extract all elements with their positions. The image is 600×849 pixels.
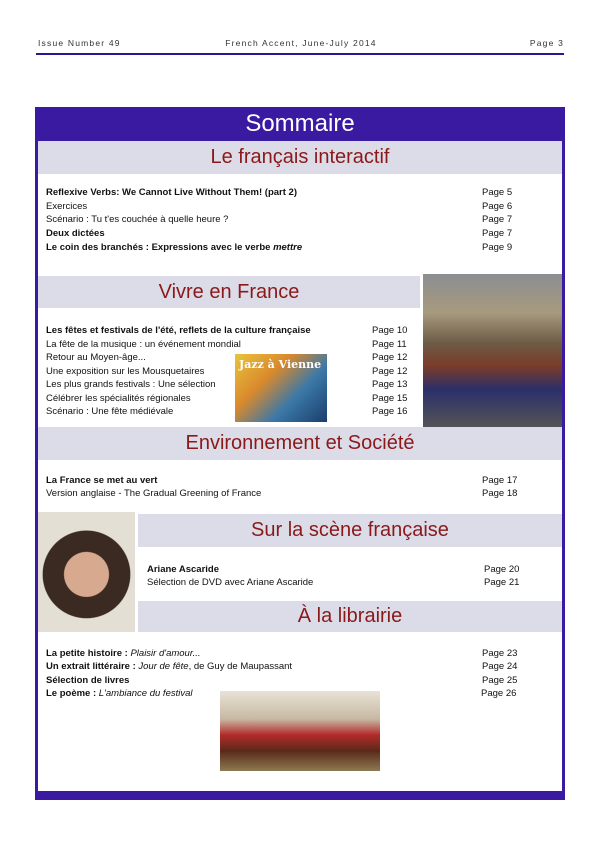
header-rule xyxy=(36,53,564,55)
page-ref: Page 16 xyxy=(372,406,408,417)
page-ref: Page 20 xyxy=(484,564,520,575)
page-ref: Page 7 xyxy=(482,214,513,225)
list-item: Le poème : L'ambiance du festival xyxy=(46,688,193,699)
list-item: Retour au Moyen-âge... xyxy=(46,352,146,363)
list-item: La fête de la musique : un événement mondial xyxy=(46,339,241,350)
section-heading-librairie: À la librairie xyxy=(138,601,562,632)
section-heading-environnement: Environnement et Société xyxy=(38,427,562,460)
page-ref: Page 26 xyxy=(481,688,517,699)
list-item: Le coin des branchés : Expressions avec le verbe mettre xyxy=(46,242,303,253)
list-item: Une exposition sur les Mousquetaires xyxy=(46,366,205,377)
list-item: La France se met au vert xyxy=(46,475,158,486)
medieval-festival-photo xyxy=(423,274,562,428)
list-item: Célébrer les spécialités régionales xyxy=(46,393,191,404)
contents-body xyxy=(38,141,562,791)
page-ref: Page 12 xyxy=(372,366,408,377)
jazz-poster-image: Jazz à Vienne xyxy=(235,354,327,422)
page-ref: Page 17 xyxy=(482,475,518,486)
section-heading-scene: Sur la scène française xyxy=(138,514,562,547)
contents-frame xyxy=(35,107,565,800)
list-item: La petite histoire : Plaisir d'amour... xyxy=(46,648,201,659)
list-item: Ariane Ascaride xyxy=(147,564,219,575)
page-header xyxy=(38,38,564,52)
page-ref: Page 18 xyxy=(482,488,518,499)
page-ref: Page 6 xyxy=(482,201,513,212)
section-heading-francais: Le français interactif xyxy=(38,141,562,174)
list-item: Sélection de livres xyxy=(46,675,130,686)
section-heading-vivre: Vivre en France xyxy=(38,276,420,308)
page-ref: Page 15 xyxy=(372,393,408,404)
contents-title: Sommaire xyxy=(245,110,355,137)
page-ref: Page 10 xyxy=(372,325,408,336)
list-item: Reflexive Verbs: We Cannot Live Without Them! (part 2) xyxy=(46,187,297,198)
page-ref: Page 5 xyxy=(482,187,513,198)
page-ref: Page 9 xyxy=(482,242,513,253)
list-item: Scénario : Une fête médiévale xyxy=(46,406,174,417)
list-item: Deux dictées xyxy=(46,228,105,239)
page-ref: Page 21 xyxy=(484,577,520,588)
list-item: Version anglaise - The Gradual Greening of France xyxy=(46,488,262,499)
festival-dancers-photo xyxy=(220,691,380,771)
page-ref: Page 24 xyxy=(482,661,518,672)
issue-number: Issue Number 49 xyxy=(38,38,121,48)
page-ref: Page 13 xyxy=(372,379,408,390)
list-item: Un extrait littéraire : Jour de fête, de Guy de Maupassant xyxy=(46,661,293,672)
page-ref: Page 23 xyxy=(482,648,518,659)
publication-title: French Accent, June-July 2014 xyxy=(225,38,377,48)
page-ref: Page 25 xyxy=(482,675,518,686)
page-number: Page 3 xyxy=(529,38,564,48)
page-ref: Page 11 xyxy=(372,339,407,350)
list-item: Les plus grands festivals : Une sélection xyxy=(46,379,216,390)
actress-portrait-photo xyxy=(38,512,135,632)
list-item: Scénario : Tu t'es couchée à quelle heure ? xyxy=(46,214,229,225)
list-item: Les fêtes et festivals de l'été, reflets de la culture française xyxy=(46,325,311,336)
list-item: Exercices xyxy=(46,201,88,212)
page-ref: Page 12 xyxy=(372,352,408,363)
page-ref: Page 7 xyxy=(482,228,513,239)
list-item: Sélection de DVD avec Ariane Ascaride xyxy=(147,577,314,588)
